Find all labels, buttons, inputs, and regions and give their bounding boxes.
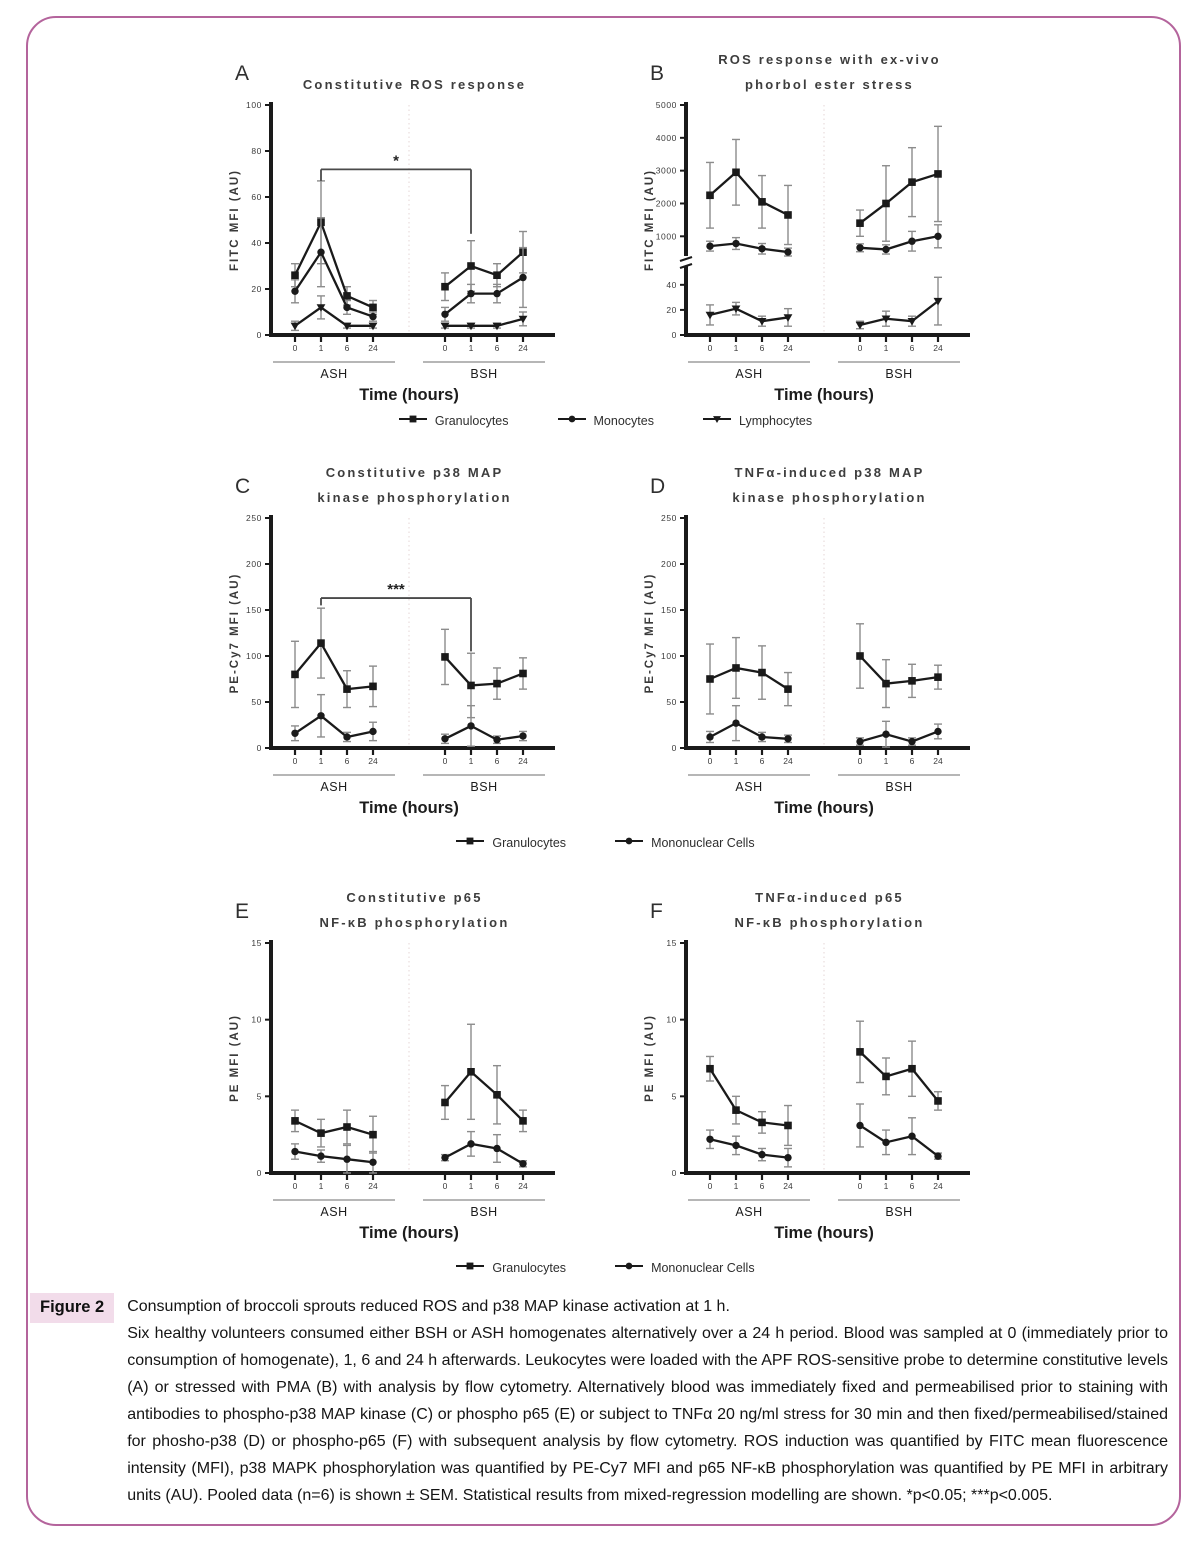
svg-text:40: 40 (666, 279, 677, 290)
legend-label: Granulocytes (434, 413, 509, 428)
svg-text:6: 6 (344, 343, 350, 353)
svg-text:2000: 2000 (655, 198, 677, 209)
svg-text:6: 6 (909, 1181, 915, 1191)
legend-label: Mononuclear Cells (651, 1260, 755, 1275)
svg-text:0: 0 (256, 330, 262, 340)
legend-cd (225, 835, 985, 850)
figure-label: Figure 2 (30, 1293, 114, 1323)
series-granulocytes (291, 1024, 527, 1153)
svg-text:6: 6 (909, 343, 915, 353)
svg-text:100: 100 (246, 651, 262, 661)
panel-d-title-line2: kinase phosphorylation (732, 490, 927, 505)
legend-label: Monocytes (593, 413, 654, 428)
svg-text:24: 24 (518, 343, 528, 353)
group-label-ash: ASH (735, 780, 763, 794)
y-axis-label: FITC MFI (AU) (229, 168, 241, 272)
legend-item-lymphocytes (702, 413, 812, 428)
svg-text:1: 1 (883, 343, 889, 353)
group-label-ash: ASH (320, 367, 348, 381)
svg-text:0: 0 (256, 743, 262, 753)
svg-text:24: 24 (933, 756, 943, 766)
svg-text:200: 200 (661, 559, 677, 569)
svg-text:80: 80 (251, 146, 262, 156)
series-monocytes (291, 218, 527, 322)
mononuclear-cells-marker-icon (614, 835, 644, 850)
axes (246, 513, 555, 753)
svg-text:0: 0 (857, 756, 863, 766)
svg-text:50: 50 (666, 697, 677, 707)
svg-text:1: 1 (468, 1181, 474, 1191)
panel-b-title (640, 42, 985, 97)
legend-item-monocytes (557, 413, 654, 428)
svg-text:1000: 1000 (655, 231, 677, 242)
svg-text:0: 0 (292, 343, 298, 353)
group-label-bsh: BSH (885, 780, 913, 794)
svg-text:24: 24 (783, 756, 793, 766)
group-label-ash: ASH (320, 780, 348, 794)
panel-c-title (225, 455, 570, 510)
panel-a-title-line1: Constitutive ROS response (302, 77, 527, 92)
legend-item-mononuclear-cells (614, 835, 755, 850)
svg-text:24: 24 (368, 343, 378, 353)
svg-text:0: 0 (442, 756, 448, 766)
panel-e-title (225, 880, 570, 935)
panel-a-chart (225, 97, 570, 409)
svg-text:50: 50 (251, 697, 262, 707)
svg-text:5: 5 (671, 1091, 677, 1102)
svg-text:24: 24 (783, 1181, 793, 1191)
svg-text:0: 0 (442, 343, 448, 353)
svg-text:24: 24 (368, 1181, 378, 1191)
svg-text:0: 0 (671, 1168, 677, 1178)
significance-label: *** (387, 581, 405, 599)
svg-text:15: 15 (666, 938, 677, 948)
svg-text:40: 40 (251, 238, 262, 248)
panel-c-title-line1: Constitutive p38 MAP (325, 465, 504, 480)
svg-text:0: 0 (442, 1181, 448, 1191)
svg-text:0: 0 (707, 756, 713, 766)
svg-text:0: 0 (292, 1181, 298, 1191)
group-label-ash: ASH (735, 367, 763, 381)
panel-c-chart (225, 510, 570, 822)
legend-ef (225, 1260, 985, 1275)
group-label-ash: ASH (735, 1205, 763, 1219)
panel-b (640, 42, 985, 409)
svg-text:1: 1 (733, 1181, 739, 1191)
svg-text:24: 24 (933, 343, 943, 353)
legend-item-mononuclear-cells (614, 1260, 755, 1275)
panel-f-letter: F (650, 900, 663, 923)
panel-d (640, 455, 985, 822)
svg-text:0: 0 (857, 343, 863, 353)
panel-b-title-line2: phorbol ester stress (745, 77, 914, 92)
panel-d-letter: D (650, 475, 666, 498)
significance-bracket (321, 152, 471, 233)
svg-text:1: 1 (883, 756, 889, 766)
svg-text:6: 6 (344, 1181, 350, 1191)
svg-text:24: 24 (518, 756, 528, 766)
legend-label: Lymphocytes (738, 413, 813, 428)
svg-text:6: 6 (759, 1181, 765, 1191)
svg-text:3000: 3000 (655, 165, 677, 176)
svg-text:24: 24 (368, 756, 378, 766)
caption-body: Six healthy volunteers consumed either BSH or ASH homogenates alternatively over a 24 h period. Blood was sampled at 0 (immediately prior to consumption of homogenate), 1, 6 and 24 h afterwards. Leukocytes were loaded with the APF ROS-sensitive probe to determine constitutive levels (A) or stressed with PMA (B) with analysis by flow cytometry. Alternatively blood was immediately fixed and permeabilised prior to staining with antibodies to phospho-p38 MAP kinase (C) or phospho p65 (E) or subject to TNFα 20 ng/ml stress for 30 min and then fixed/permeabilised/stained for phosho-p38 (D) or phospho-p65 (F) with subsequent analysis by flow cytometry. ROS induction was quantified by FITC mean fluorescence intensity (MFI), p38 MAPK phosphorylation was quantified by PE-Cy7 MFI and p65 NF-κB phosphorylation was quantified by PE MFI in arbitrary units (AU). Pooled data (n=6) is shown ± SEM. Statistical results from mixed-regression modelling are shown. *p<0.05; ***p<0.005. (127, 1325, 1168, 1504)
monocytes-marker-icon (557, 413, 587, 428)
group-label-bsh: BSH (470, 367, 498, 381)
panel-c (225, 455, 570, 822)
svg-text:0: 0 (707, 343, 713, 353)
caption-text (127, 1293, 1168, 1509)
svg-text:24: 24 (518, 1181, 528, 1191)
svg-text:6: 6 (494, 1181, 500, 1191)
legend-label: Granulocytes (492, 1260, 567, 1275)
svg-text:4000: 4000 (655, 132, 677, 143)
panel-e-title-line2: NF-κB phosphorylation (319, 915, 510, 930)
x-axis-label: Time (hours) (774, 386, 874, 404)
axes (251, 938, 555, 1178)
svg-text:1: 1 (468, 756, 474, 766)
group-label-bsh: BSH (885, 367, 913, 381)
svg-text:0: 0 (671, 330, 677, 340)
series-granulocytes (706, 624, 942, 714)
svg-text:6: 6 (909, 756, 915, 766)
svg-text:1: 1 (733, 756, 739, 766)
x-axis-label: Time (hours) (359, 1224, 459, 1242)
legend-label: Granulocytes (492, 835, 567, 850)
x-axis-label: Time (hours) (359, 799, 459, 817)
x-axis-label: Time (hours) (774, 1224, 874, 1242)
svg-text:150: 150 (661, 605, 677, 615)
svg-text:24: 24 (933, 1181, 943, 1191)
svg-text:1: 1 (733, 343, 739, 353)
y-axis-label: PE MFI (AU) (229, 1014, 241, 1102)
caption-title: Consumption of broccoli sprouts reduced ROS and p38 MAP kinase activation at 1 h. (127, 1298, 730, 1315)
panel-d-chart (640, 510, 985, 822)
legend-item-granulocytes (455, 1260, 566, 1275)
panel-f-title-line2: NF-κB phosphorylation (734, 915, 925, 930)
svg-text:20: 20 (666, 304, 677, 315)
svg-text:0: 0 (292, 756, 298, 766)
svg-text:150: 150 (246, 605, 262, 615)
svg-text:60: 60 (251, 192, 262, 202)
group-label-bsh: BSH (885, 1205, 913, 1219)
svg-text:100: 100 (661, 651, 677, 661)
panel-d-title (640, 455, 985, 510)
svg-text:0: 0 (707, 1181, 713, 1191)
svg-text:200: 200 (246, 559, 262, 569)
legend-item-granulocytes (455, 835, 566, 850)
axes (661, 513, 970, 753)
panel-c-letter: C (235, 475, 251, 498)
y-axis-label: PE-Cy7 MFI (AU) (229, 572, 241, 694)
granulocytes-marker-icon (398, 413, 428, 428)
group-label-bsh: BSH (470, 780, 498, 794)
svg-text:24: 24 (783, 343, 793, 353)
y-axis-label: FITC MFI (AU) (644, 168, 656, 272)
panel-e-title-line1: Constitutive p65 (346, 890, 483, 905)
axes (246, 100, 555, 340)
svg-text:6: 6 (494, 756, 500, 766)
svg-text:6: 6 (759, 343, 765, 353)
series-mononuclear-cells (291, 695, 527, 747)
granulocytes-marker-icon (455, 835, 485, 850)
svg-text:6: 6 (344, 756, 350, 766)
x-axis-label: Time (hours) (359, 386, 459, 404)
y-axis-label: PE-Cy7 MFI (AU) (644, 572, 656, 694)
svg-text:1: 1 (468, 343, 474, 353)
figure-caption (30, 1293, 1168, 1509)
significance-bracket (321, 581, 471, 651)
svg-text:10: 10 (666, 1014, 677, 1025)
panel-f-title-line1: TNFα-induced p65 (755, 890, 904, 905)
svg-text:15: 15 (251, 938, 262, 948)
significance-label: * (393, 152, 399, 170)
svg-text:1: 1 (318, 343, 324, 353)
panel-b-title-line1: ROS response with ex-vivo (718, 52, 941, 67)
panel-c-title-line2: kinase phosphorylation (317, 490, 512, 505)
group-label-ash: ASH (320, 1205, 348, 1219)
group-label-bsh: BSH (470, 1205, 498, 1219)
svg-text:20: 20 (251, 284, 262, 294)
panel-a-letter: A (235, 62, 250, 85)
panel-a (225, 42, 570, 409)
axes (656, 100, 970, 340)
panel-d-title-line1: TNFα-induced p38 MAP (734, 465, 925, 480)
legend-ab (225, 413, 985, 428)
y-axis-label: PE MFI (AU) (644, 1014, 656, 1102)
x-axis-label: Time (hours) (774, 799, 874, 817)
panel-f (640, 880, 985, 1247)
svg-text:1: 1 (883, 1181, 889, 1191)
panel-a-title (225, 42, 570, 97)
svg-text:0: 0 (671, 743, 677, 753)
granulocytes-marker-icon (455, 1260, 485, 1275)
panel-f-chart (640, 935, 985, 1247)
svg-text:5: 5 (256, 1091, 262, 1102)
svg-text:250: 250 (246, 513, 262, 523)
panel-e-chart (225, 935, 570, 1247)
svg-text:250: 250 (661, 513, 677, 523)
svg-text:6: 6 (759, 756, 765, 766)
panel-b-chart (640, 97, 985, 409)
svg-text:100: 100 (246, 100, 262, 110)
panel-f-title (640, 880, 985, 935)
svg-text:1: 1 (318, 1181, 324, 1191)
legend-label: Mononuclear Cells (651, 835, 755, 850)
mononuclear-cells-marker-icon (614, 1260, 644, 1275)
legend-item-granulocytes (398, 413, 509, 428)
svg-text:0: 0 (256, 1168, 262, 1178)
svg-text:6: 6 (494, 343, 500, 353)
panel-b-letter: B (650, 62, 665, 85)
panel-e-letter: E (235, 900, 250, 923)
svg-text:10: 10 (251, 1014, 262, 1025)
svg-text:0: 0 (857, 1181, 863, 1191)
panel-e (225, 880, 570, 1247)
lymphocytes-marker-icon (702, 413, 732, 428)
svg-text:5000: 5000 (655, 100, 677, 110)
svg-text:1: 1 (318, 756, 324, 766)
